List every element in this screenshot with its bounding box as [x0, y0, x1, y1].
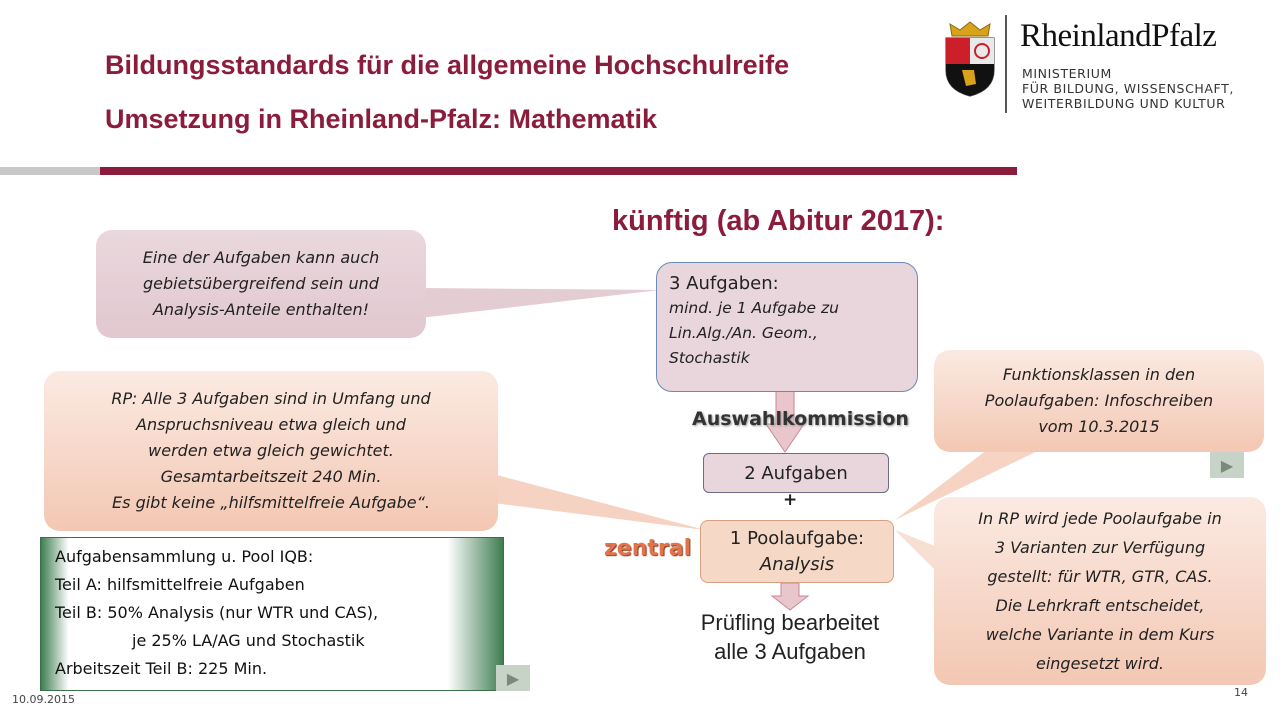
plus-sign: +	[783, 490, 798, 510]
page-number: 14	[1234, 686, 1248, 699]
section-heading: künftig (ab Abitur 2017):	[612, 205, 945, 237]
flow-box-1-text: mind. je 1 Aufgabe zu Lin.Alg./An. Geom., Stochastik	[669, 299, 839, 367]
next-slide-button-right[interactable]	[1210, 452, 1244, 478]
next-slide-button-left[interactable]	[496, 665, 530, 691]
flow-box-2-aufgaben: 2 Aufgaben	[703, 453, 889, 493]
flow-box-poolaufgabe: 1 Poolaufgabe: Analysis	[700, 520, 894, 583]
callout-top-right: Funktionsklassen in den Poolaufgaben: Infoschreiben vom 10.3.2015	[934, 350, 1264, 452]
title-line-2: Umsetzung in Rheinland-Pfalz: Mathematik	[105, 104, 658, 134]
callout-tail-top-left	[420, 288, 660, 318]
auswahlkommission-label: Auswahlkommission	[692, 408, 909, 430]
logo-name: RheinlandPfalz	[1020, 18, 1217, 54]
footer-date: 10.09.2015	[12, 693, 75, 706]
callout-mid-left: RP: Alle 3 Aufgaben sind in Umfang und Anspruchsniveau etwa gleich und werden etwa gleich gewichtet. Gesamtarbeitszeit 240 Min. Es gibt keine „hilfsmittelfreie Aufgabe“.	[44, 371, 498, 531]
callout-top-left: Eine der Aufgaben kann auch gebietsübergreifend sein und Analysis-Anteile enthalten!	[96, 230, 426, 338]
result-text: Prüfling bearbeitet alle 3 Aufgaben	[700, 610, 880, 664]
pool-box: Aufgabensammlung u. Pool IQB: Teil A: hilfsmittelfreie Aufgaben Teil B: 50% Analysis (nur WTR und CAS), je 25% LA/AG und Stochastik Arbeitszeit Teil B: 225 Min.	[40, 537, 504, 691]
flow-box-1-title: 3 Aufgaben:	[669, 273, 779, 294]
callout-bottom-right: In RP wird jede Poolaufgabe in 3 Varianten zur Verfügung gestellt: für WTR, GTR, CAS. Die Lehrkraft entscheidet, welche Variante in dem Kurs eingesetzt wird.	[934, 497, 1266, 685]
arrow-down-2	[772, 583, 808, 610]
callout-tail-mid-left	[470, 468, 705, 530]
play-icon: ▶	[506, 668, 520, 688]
ministry-name: MINISTERIUM FÜR BILDUNG, WISSENSCHAFT, WEITERBILDUNG UND KULTUR	[1022, 66, 1234, 111]
zentral-label: zentral	[604, 536, 692, 561]
title-line-1: Bildungsstandards für die allgemeine Hochschulreife	[105, 50, 790, 80]
play-icon: ▶	[1220, 455, 1234, 475]
flow-box-3-aufgaben	[656, 262, 918, 392]
